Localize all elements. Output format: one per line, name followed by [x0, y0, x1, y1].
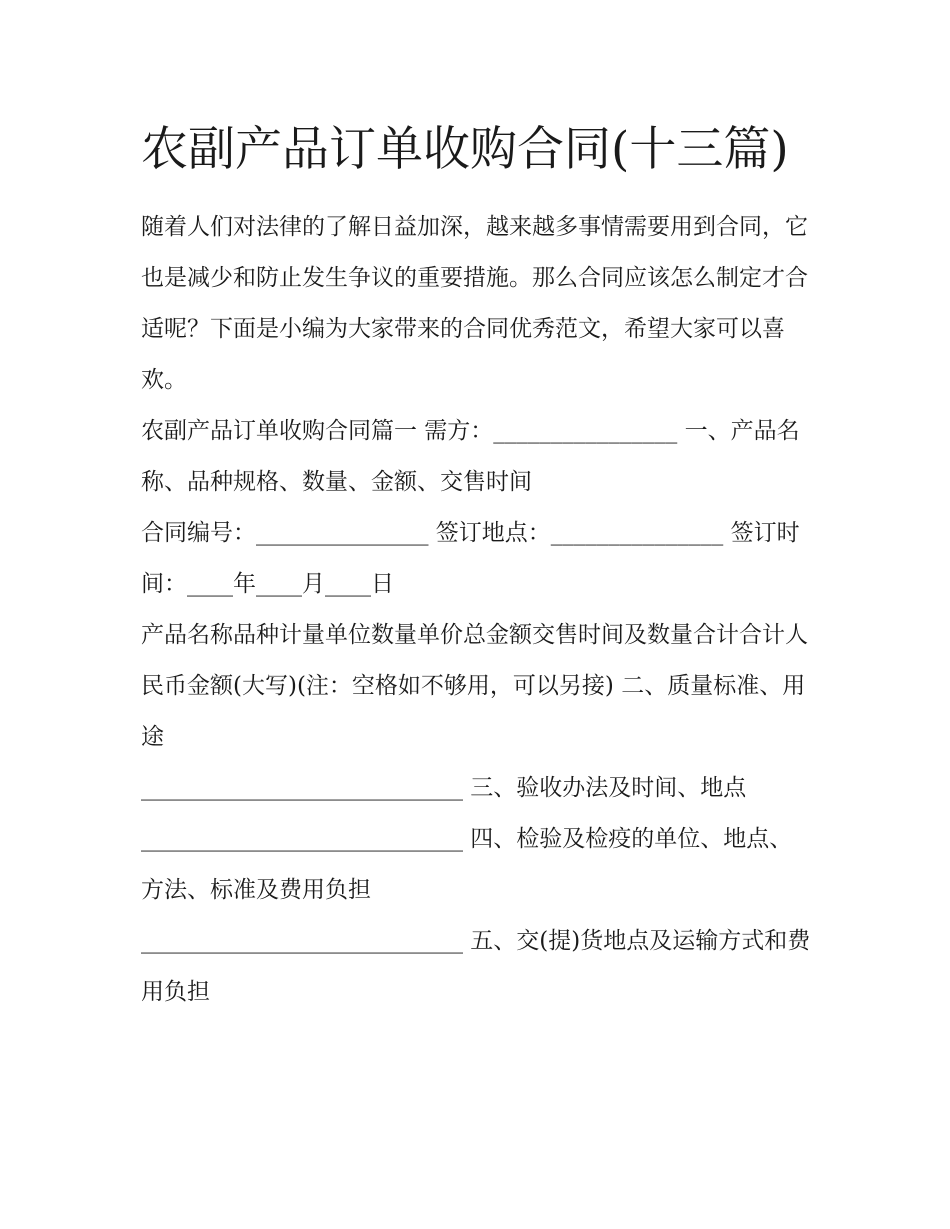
clause-3-paragraph: ____________________________ 三、验收办法及时间、地点 — [141, 775, 747, 801]
contract-heading-paragraph: 农副产品订单收购合同篇一 需方：________________ 一、产品名称、品种规格、数量、金额、交售时间 — [141, 418, 800, 495]
clause-4-paragraph: ____________________________ 四、检验及检疫的单位、地点、方法、标准及费用负担 — [141, 826, 793, 903]
intro-paragraph: 随着人们对法律的了解日益加深，越来越多事情需要用到合同，它也是减少和防止发生争议的重要措施。那么合同应该怎么制定才合适呢？下面是小编为大家带来的合同优秀范文，希望大家可以喜欢。 — [141, 214, 808, 393]
contract-info-paragraph: 合同编号：_______________ 签订地点：_______________ 签订时间：____年____月____日 — [141, 520, 800, 597]
clause-5-paragraph: ____________________________ 五、交(提)货地点及运输方式和费用负担 — [141, 928, 811, 1005]
document-body — [141, 112, 813, 1018]
product-table-paragraph: 产品名称品种计量单位数量单价总金额交售时间及数量合计合计人民币金额(大写)(注：空格如不够用，可以另接) 二、质量标准、用途 — [141, 622, 808, 750]
document-title: 农副产品订单收购合同(十三篇) — [141, 122, 789, 177]
